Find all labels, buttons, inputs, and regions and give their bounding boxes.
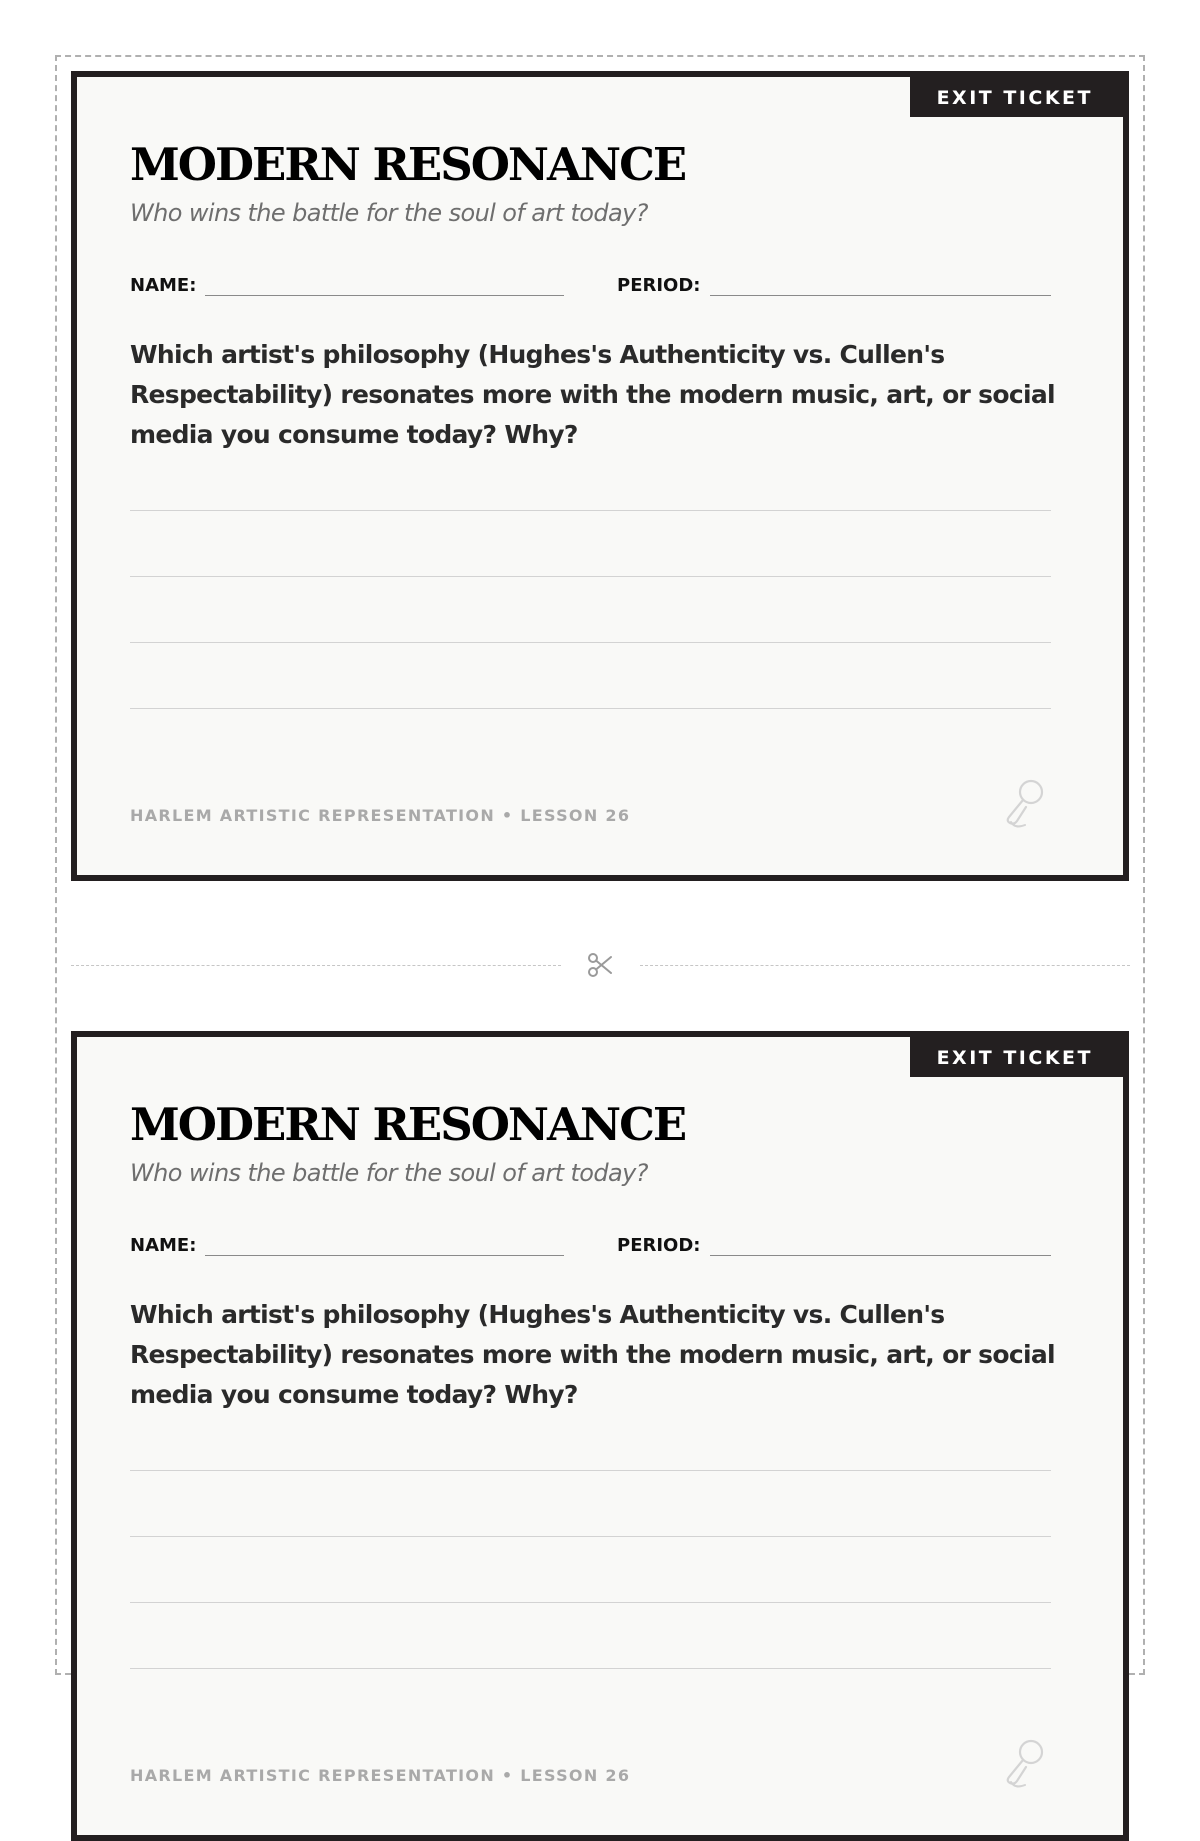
scissors-icon — [587, 951, 615, 979]
question-prompt: Which artist's philosophy (Hughes's Authenticity vs. Cullen's Respectability) resonates more with the modern music, art, or social media you consume today? Why? — [130, 1300, 1055, 1409]
answer-line[interactable] — [130, 576, 1051, 577]
name-label: NAME: — [130, 1235, 197, 1256]
microphone-icon — [999, 777, 1047, 829]
exit-ticket-card — [71, 1031, 1129, 1841]
answer-line[interactable] — [130, 1602, 1051, 1603]
answer-line[interactable] — [130, 1470, 1051, 1471]
name-field[interactable] — [205, 295, 564, 296]
answer-line[interactable] — [130, 1668, 1051, 1669]
ticket-subtitle: Who wins the battle for the soul of art today? — [130, 199, 648, 227]
period-field[interactable] — [710, 295, 1051, 296]
ticket-subtitle: Who wins the battle for the soul of art today? — [130, 1159, 648, 1187]
answer-line[interactable] — [130, 510, 1051, 511]
period-field[interactable] — [710, 1255, 1051, 1256]
name-field[interactable] — [205, 1255, 564, 1256]
lesson-footer: HARLEM ARTISTIC REPRESENTATION • LESSON 26 — [130, 1766, 631, 1785]
answer-line[interactable] — [130, 1536, 1051, 1537]
exit-ticket-card — [71, 71, 1129, 881]
name-label: NAME: — [130, 275, 197, 296]
lesson-footer: HARLEM ARTISTIC REPRESENTATION • LESSON 26 — [130, 806, 631, 825]
microphone-icon — [999, 1737, 1047, 1789]
exit-ticket-badge: EXIT TICKET — [910, 77, 1123, 117]
period-label: PERIOD: — [617, 1235, 701, 1256]
cut-line — [71, 965, 561, 966]
ticket-title: MODERN RESONANCE — [130, 138, 686, 191]
answer-line[interactable] — [130, 708, 1051, 709]
ticket-title: MODERN RESONANCE — [130, 1098, 686, 1151]
period-label: PERIOD: — [617, 275, 701, 296]
answer-line[interactable] — [130, 642, 1051, 643]
cut-line — [640, 965, 1130, 966]
exit-ticket-badge: EXIT TICKET — [910, 1037, 1123, 1077]
question-prompt: Which artist's philosophy (Hughes's Authenticity vs. Cullen's Respectability) resonates more with the modern music, art, or social media you consume today? Why? — [130, 340, 1055, 449]
